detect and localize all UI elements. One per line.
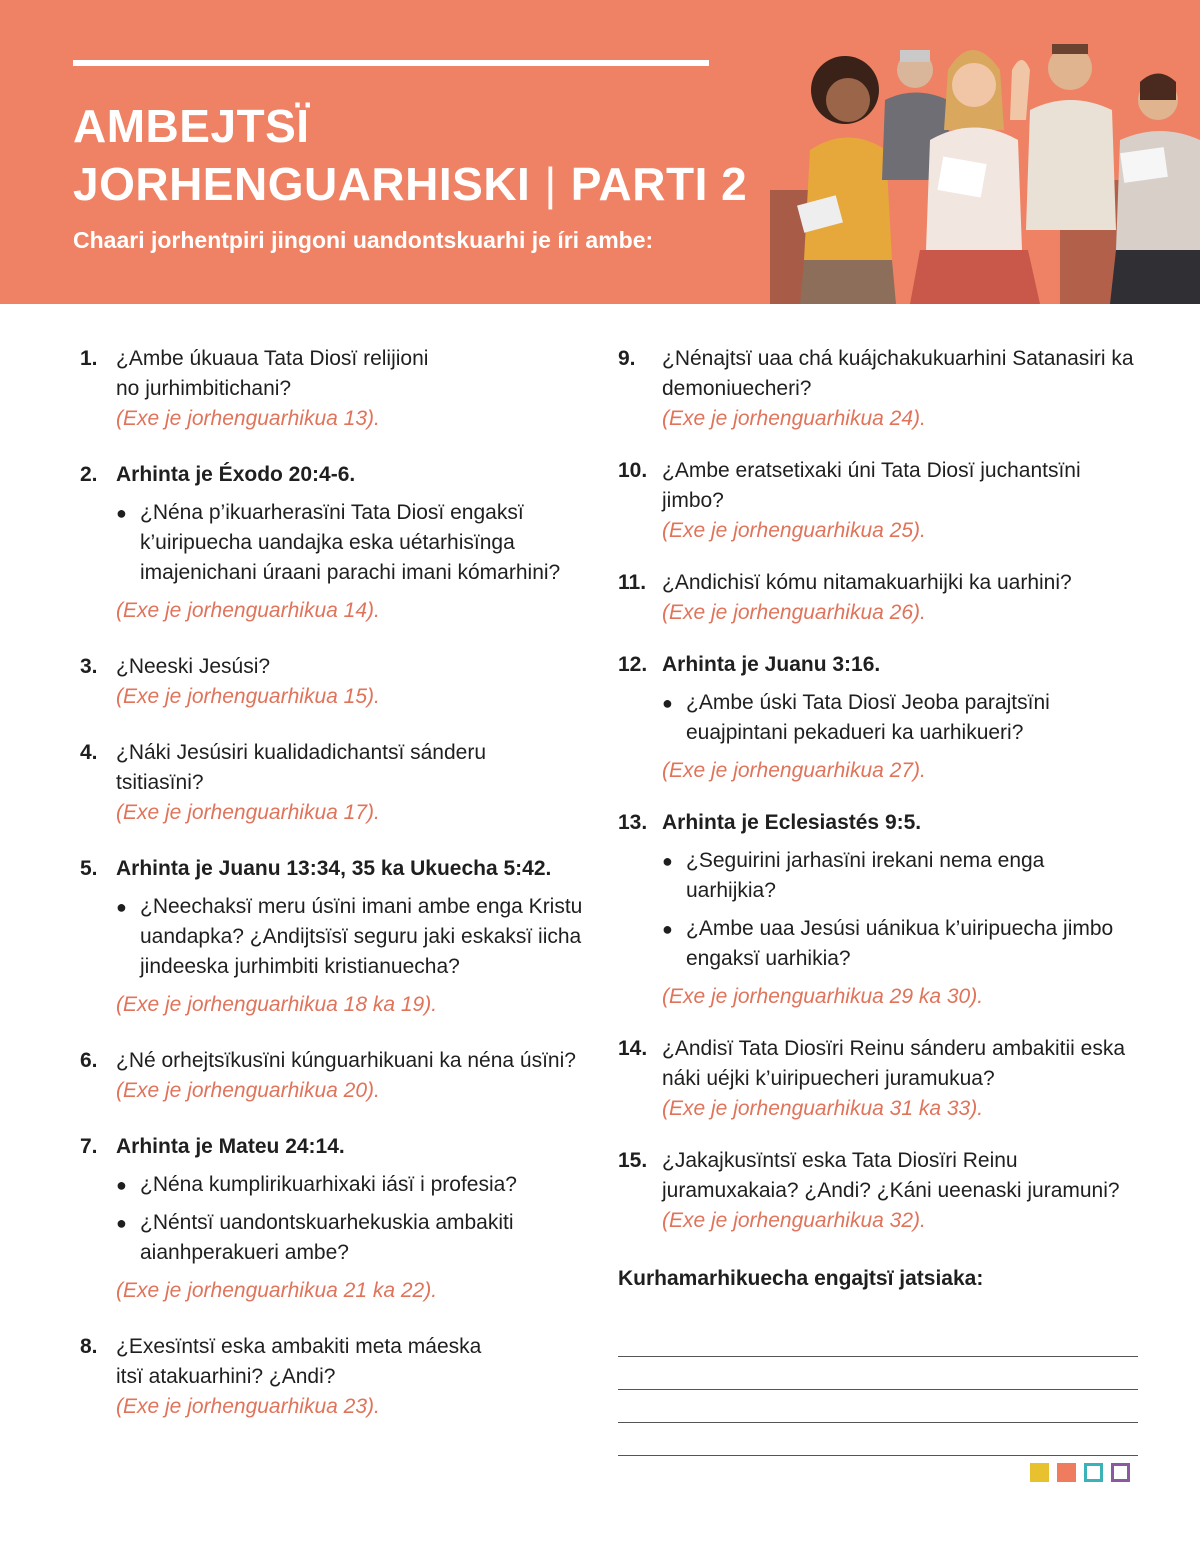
bullet-text: ¿Seguirini jarhasïni irekani nema enga uarhijkia? [686, 849, 1045, 902]
question-7 [80, 1132, 590, 1306]
question-9 [618, 344, 1138, 434]
question-text: ¿Ambe eratsetixaki úni Tata Diosï juchantsïni jimbo? [662, 459, 1081, 512]
question-reference: (Exe je jorhenguarhikua 24). [662, 407, 926, 430]
question-number: 11. [618, 571, 647, 594]
question-number: 12. [618, 653, 648, 676]
bullet-text: ¿Néna p’ikuarherasïni Tata Diosï engaksï k’uiripuecha uandajka eska uétarhisïnga imajenichani úraani parachi imani kómarhini? [140, 501, 561, 584]
bullet-item: ● ¿Ambe uaa Jesúsi uánikua k’uiripuecha jimbo engaksï uarhikia? [662, 917, 1114, 970]
question-text: Arhinta je Juanu 13:34, 35 ka Ukuecha 5:42. [116, 857, 552, 880]
bullet-text: ¿Néna kumplirikuarhixaki iásï i profesia? [140, 1173, 517, 1196]
question-number: 1. [80, 347, 98, 370]
question-bullets [662, 846, 1138, 974]
question-4 [80, 738, 590, 828]
question-10 [618, 456, 1138, 546]
notes-section [618, 1264, 1138, 1456]
question-number: 6. [80, 1049, 98, 1072]
question-text: ¿Andisï Tata Diosïri Reinu sánderu ambakitii eska náki uéjki k’uiripuecheri juramukua? [662, 1037, 1125, 1090]
question-number: 4. [80, 741, 98, 764]
question-text: ¿Neeski Jesúsi? [116, 655, 271, 678]
question-number: 15. [618, 1149, 648, 1172]
note-line[interactable] [618, 1422, 1138, 1423]
question-bullets [116, 498, 590, 588]
square-purple-outline [1111, 1463, 1130, 1482]
title-line2: JORHENGUARHISKI [73, 158, 531, 210]
question-number: 5. [80, 857, 98, 880]
question-12 [618, 650, 1138, 786]
question-reference: (Exe je jorhenguarhikua 31 ka 33). [662, 1097, 984, 1120]
title-line1: AMBEJTSÏ [73, 100, 310, 152]
question-6 [80, 1046, 590, 1106]
question-reference: (Exe je jorhenguarhikua 23). [116, 1395, 380, 1418]
question-text: ¿Ambe úkuaua Tata Diosï relijioni no jurhimbitichani? [116, 347, 429, 400]
note-line[interactable] [618, 1389, 1138, 1390]
header-banner [0, 0, 1200, 304]
question-reference: (Exe je jorhenguarhikua 20). [116, 1079, 380, 1102]
bullet-item: ● ¿Néna kumplirikuarhixaki iásï i profesia? [116, 1173, 517, 1196]
questions-left-column [80, 344, 590, 1422]
note-line[interactable] [618, 1455, 1138, 1456]
question-reference: (Exe je jorhenguarhikua 29 ka 30). [662, 985, 984, 1008]
question-text: ¿Jakajkusïntsï eska Tata Diosïri Reinu juramuxakaia? ¿Andi? ¿Káni ueenaski juramuni? [662, 1149, 1120, 1202]
question-reference: (Exe je jorhenguarhikua 27). [662, 759, 926, 782]
question-bullets [116, 1170, 590, 1268]
square-teal-outline [1084, 1463, 1103, 1482]
title-separator: | [544, 158, 557, 210]
questions-right-column [618, 344, 1138, 1456]
question-reference: (Exe je jorhenguarhikua 32). [662, 1209, 926, 1232]
square-yellow [1030, 1463, 1049, 1482]
question-text: ¿Andichisï kómu nitamakuarhijki ka uarhini? [662, 571, 1072, 594]
question-8 [80, 1332, 590, 1422]
bullet-item: ● ¿Néntsï uandontskuarhekuskia ambakiti aianhperakueri ambe? [116, 1211, 514, 1264]
question-number: 10. [618, 459, 648, 482]
question-text: Arhinta je Mateu 24:14. [116, 1135, 345, 1158]
bullet-text: ¿Ambe uaa Jesúsi uánikua k’uiripuecha jimbo engaksï uarhikia? [686, 917, 1114, 970]
bullet-item: ● ¿Néna p’ikuarherasïni Tata Diosï engaksï k’uiripuecha uandajka eska uétarhisïnga imajenichani úraani parachi imani kómarhini? [116, 501, 561, 584]
question-text: ¿Exesïntsï eska ambakiti meta máeska itsï atakuarhini? ¿Andi? [116, 1335, 482, 1388]
question-number: 9. [618, 347, 636, 370]
bullet-item: ● ¿Ambe úski Tata Diosï Jeoba parajtsïni euajpintani pekadueri ka uarhikueri? [662, 691, 1050, 744]
question-3 [80, 652, 590, 712]
question-reference: (Exe je jorhenguarhikua 17). [116, 801, 380, 824]
notes-title: Kurhamarhikuecha engajtsï jatsiaka: [618, 1267, 984, 1290]
question-reference: (Exe je jorhenguarhikua 25). [662, 519, 926, 542]
question-2 [80, 460, 590, 626]
question-reference: (Exe je jorhenguarhikua 15). [116, 685, 380, 708]
question-reference: (Exe je jorhenguarhikua 26). [662, 601, 926, 624]
question-number: 7. [80, 1135, 98, 1158]
question-text: ¿Nénajtsï uaa chá kuájchakukuarhini Satanasiri ka demoniuecheri? [662, 347, 1134, 400]
question-5 [80, 854, 590, 1020]
question-number: 13. [618, 811, 648, 834]
question-number: 2. [80, 463, 98, 486]
seated-people-illustration [760, 30, 1200, 304]
bullet-item: ● ¿Neechaksï meru úsïni imani ambe enga Kristu uandapka? ¿Andijtsïsï seguru jaki eskaksï iicha jindeeska jurhimbiti kristianuecha? [116, 895, 583, 978]
question-text: Arhinta je Eclesiastés 9:5. [662, 811, 922, 834]
question-reference: (Exe je jorhenguarhikua 13). [116, 407, 380, 430]
header-rule [73, 60, 709, 66]
question-reference: (Exe je jorhenguarhikua 21 ka 22). [116, 1279, 438, 1302]
bullet-text: ¿Ambe úski Tata Diosï Jeoba parajtsïni euajpintani pekadueri ka uarhikueri? [686, 691, 1050, 744]
question-text: Arhinta je Éxodo 20:4-6. [116, 463, 356, 486]
page-title [73, 97, 747, 213]
question-bullets [116, 892, 590, 982]
question-text: ¿Náki Jesúsiri kualidadichantsï sánderu tsitiasïni? [116, 741, 487, 794]
title-part: PARTI 2 [570, 158, 748, 210]
question-text: ¿Né orhejtsïkusïni kúnguarhikuani ka néna úsïni? [116, 1049, 576, 1072]
question-15 [618, 1146, 1138, 1236]
bullet-text: ¿Neechaksï meru úsïni imani ambe enga Kristu uandapka? ¿Andijtsïsï seguru jaki eskaksï iicha jindeeska jurhimbiti kristianuecha? [140, 895, 583, 978]
question-1 [80, 344, 590, 434]
question-reference: (Exe je jorhenguarhikua 18 ka 19). [116, 993, 438, 1016]
question-13 [618, 808, 1138, 1012]
question-14 [618, 1034, 1138, 1124]
decorative-squares [1030, 1463, 1130, 1482]
question-bullets [662, 688, 1138, 748]
question-11 [618, 568, 1138, 628]
bullet-text: ¿Néntsï uandontskuarhekuskia ambakiti aianhperakueri ambe? [140, 1211, 514, 1264]
question-number: 8. [80, 1335, 98, 1358]
question-reference: (Exe je jorhenguarhikua 14). [116, 599, 380, 622]
page-subtitle: Chaari jorhentpiri jingoni uandontskuarhi je íri ambe: [73, 227, 654, 253]
square-orange [1057, 1463, 1076, 1482]
bullet-item: ● ¿Seguirini jarhasïni irekani nema enga uarhijkia? [662, 849, 1045, 902]
question-number: 3. [80, 655, 98, 678]
question-number: 14. [618, 1037, 648, 1060]
note-line[interactable] [618, 1356, 1138, 1357]
question-text: Arhinta je Juanu 3:16. [662, 653, 881, 676]
